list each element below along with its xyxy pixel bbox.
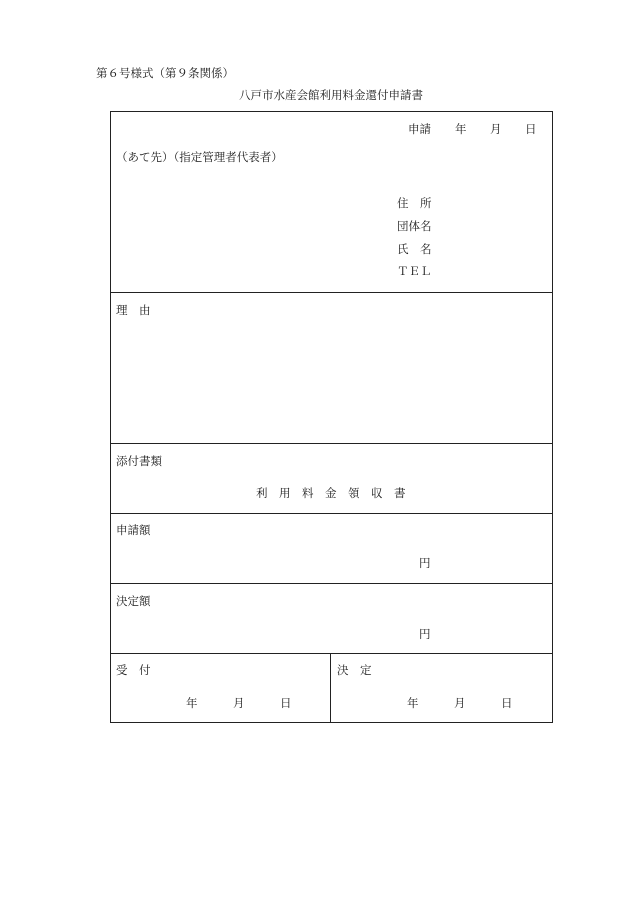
- application-form: [110, 111, 553, 723]
- field-name-label: 氏 名: [397, 242, 432, 256]
- attachments-label: 添付書類: [116, 454, 162, 468]
- field-address-label: 住 所: [397, 196, 432, 210]
- reception-label: 受 付: [116, 663, 151, 677]
- application-day: 日: [525, 122, 537, 136]
- application-date-label: 申請: [408, 122, 431, 136]
- decided-amount-unit: 円: [419, 627, 431, 641]
- attachments-item: 利 用 料 金 領 収 書: [256, 486, 406, 500]
- reception-year: 年: [186, 696, 198, 710]
- divider-decided-reception: [110, 653, 553, 654]
- reception-day: 日: [280, 696, 292, 710]
- application-month: 月: [490, 122, 502, 136]
- form-number: 第６号様式（第９条関係）: [96, 66, 234, 80]
- decision-day: 日: [501, 696, 513, 710]
- application-year: 年: [455, 122, 467, 136]
- divider-attachments-requested: [110, 513, 553, 514]
- field-tel-label: ＴＥＬ: [397, 264, 432, 278]
- field-organization-label: 団体名: [397, 219, 432, 233]
- decision-month: 月: [454, 696, 466, 710]
- requested-amount-unit: 円: [419, 556, 431, 570]
- addressee: （あて先）（指定管理者代表者）: [116, 150, 283, 164]
- reception-month: 月: [233, 696, 245, 710]
- divider-applicant-reason: [110, 292, 553, 293]
- requested-amount-label: 申請額: [116, 523, 151, 537]
- decided-amount-label: 決定額: [116, 594, 151, 608]
- divider-requested-decided: [110, 583, 553, 584]
- decision-label: 決 定: [337, 663, 372, 677]
- decision-year: 年: [407, 696, 419, 710]
- divider-reason-attachments: [110, 443, 553, 444]
- reason-label: 理 由: [116, 303, 151, 317]
- document-title: 八戸市水産会館利用料金還付申請書: [239, 88, 423, 102]
- divider-reception-decision: [330, 653, 331, 723]
